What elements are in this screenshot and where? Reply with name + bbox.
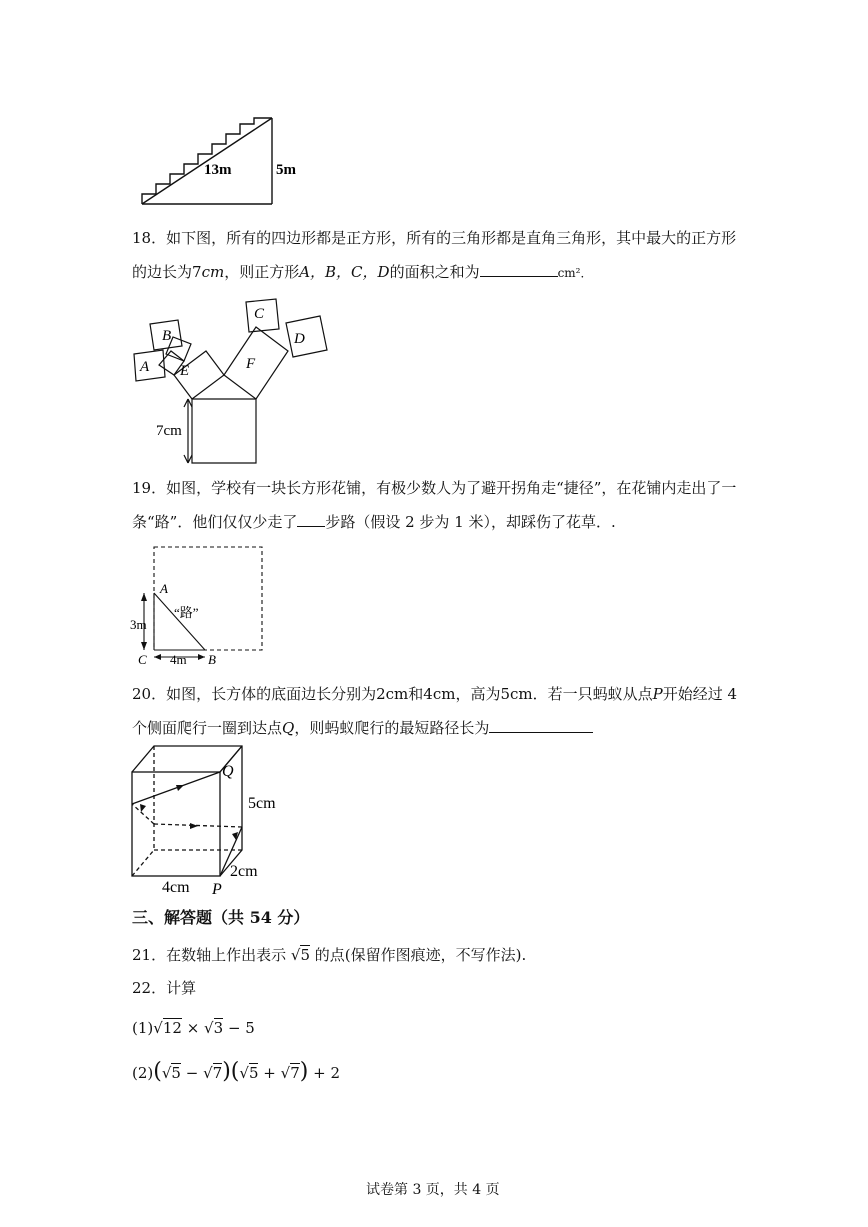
q20-text-i: 开始经过 4	[662, 685, 738, 703]
fig20-label-q: Q	[222, 763, 234, 780]
q22-p1-radicand1: 12	[162, 1019, 182, 1037]
fig18-label-a: A	[140, 359, 150, 375]
q22-part1	[132, 1018, 255, 1038]
fig19-label-c: C	[138, 652, 147, 667]
q22-p2-sqrt1: √5	[161, 1064, 181, 1082]
q20-text-2a: 个侧面爬行一圈到达点	[132, 719, 283, 737]
stairs-figure	[138, 112, 308, 212]
q22-p1-op: ×	[186, 1019, 200, 1037]
q18-text-a: 的边长为	[132, 263, 193, 281]
q18-side-unit: cm	[201, 263, 225, 281]
q22-p2-minus: −	[185, 1064, 199, 1082]
q22-p2-plus: +	[263, 1064, 276, 1082]
q21-sqrt: √5	[290, 946, 310, 964]
q20-line2	[132, 718, 593, 738]
q21-radicand: 5	[300, 946, 310, 964]
q22-p2-radicand2: 7	[212, 1064, 223, 1082]
fig19-height-label: 3m	[130, 617, 147, 632]
fig18-label-b: B	[162, 328, 172, 344]
q19-answer-blank[interactable]	[297, 512, 325, 527]
q20-width-2: 2cm	[376, 685, 409, 703]
q20-text-g: ．若一只蚂蚁从点	[532, 685, 653, 703]
q22-p2-radicand3: 5	[248, 1064, 259, 1082]
section-title: 三、解答题（共 54 分）	[132, 908, 310, 927]
garden-figure	[130, 543, 270, 671]
q20-text-c: 和	[408, 685, 424, 703]
q20-width-4: 4cm	[423, 685, 456, 703]
q22-p1-sqrt2: √3	[204, 1019, 224, 1037]
q22-p1-label: (1)	[132, 1019, 154, 1037]
q20-height: 5cm	[500, 685, 533, 703]
fig18-side-label: 7cm	[156, 423, 182, 439]
q18-text-b: ，则正方形	[224, 263, 300, 281]
q22-part2: (2)(√5 − √7)(√5 + √7) + 2	[132, 1059, 340, 1084]
q18-answer-blank[interactable]	[480, 262, 558, 277]
q22-p2-label: (2)	[132, 1064, 154, 1082]
q21	[132, 945, 526, 965]
q22-p1-radicand2: 3	[213, 1019, 224, 1037]
fig19-label-b: B	[208, 652, 216, 667]
q22-p2-sqrt2: √7	[203, 1064, 223, 1082]
stairs-hyp-label: 13m	[204, 162, 232, 178]
q18-side-value: 7	[192, 263, 202, 281]
fig19-label-a: A	[160, 581, 168, 596]
q20-text-a: 20．如图，长方体的底面边长分别为	[132, 685, 377, 703]
stairs-height-label: 5m	[276, 162, 296, 178]
q22-title: 22．计算	[132, 979, 197, 997]
q19-line1: 19．如图，学校有一块长方形花铺，有极少数人为了避开拐角走“捷径”，在花铺内走出了一	[132, 479, 737, 497]
squares-figure	[128, 293, 328, 468]
q20-point-p: P	[652, 685, 663, 703]
q22-p2-radicand4: 7	[290, 1064, 300, 1082]
q18-text-c: 的面积之和为	[389, 263, 480, 281]
q22-p2-sqrt3: √5	[239, 1064, 259, 1082]
q20-text-e: ，高为	[455, 685, 501, 703]
q20-point-q: Q	[282, 719, 295, 737]
q22-p2-radicand1: 5	[171, 1064, 181, 1082]
q22-p2-sqrt4: √7	[280, 1064, 300, 1082]
q20-answer-blank[interactable]	[489, 718, 593, 733]
fig20-height-label: 5cm	[248, 795, 276, 812]
q19-text-b: 步路（假设 2 步为 1 米），却踩伤了花草．.	[325, 513, 616, 531]
cuboid-figure	[126, 740, 296, 896]
q21-text-b: 的点(保留作图痕迹，不写作法).	[314, 946, 527, 964]
q22-p1-sqrt1: √12	[153, 1019, 182, 1037]
q19-text-a: 条“路”．他们仅仅少走了	[132, 513, 298, 531]
q19-line2	[132, 512, 616, 532]
page-footer: 试卷第 3 页，共 4 页	[366, 1182, 500, 1198]
q22-p2-tail: + 2	[313, 1064, 340, 1082]
fig19-road-label: “路”	[174, 605, 199, 620]
q18-line1: 18．如下图，所有的四边形都是正方形，所有的三角形都是直角三角形，其中最大的正方形	[132, 229, 737, 247]
q18-line2	[132, 262, 593, 283]
fig18-label-c: C	[254, 306, 265, 322]
q20-line1	[132, 684, 737, 704]
fig20-width-label: 4cm	[162, 879, 190, 896]
q18-vars: A，B，C，D	[299, 263, 390, 281]
q22-p1-tail: − 5	[227, 1019, 255, 1037]
fig18-label-f: F	[246, 356, 256, 372]
fig20-depth-label: 2cm	[230, 863, 258, 880]
fig18-label-d: D	[294, 331, 305, 347]
fig18-label-e: E	[180, 363, 190, 379]
q18-text-d: cm²．	[557, 266, 593, 280]
q21-text-a: 21．在数轴上作出表示	[132, 946, 287, 964]
q20-text-2c: ，则蚂蚁爬行的最短路径长为	[294, 719, 490, 737]
fig19-width-label: 4m	[170, 652, 187, 667]
fig20-label-p: P	[212, 881, 222, 896]
